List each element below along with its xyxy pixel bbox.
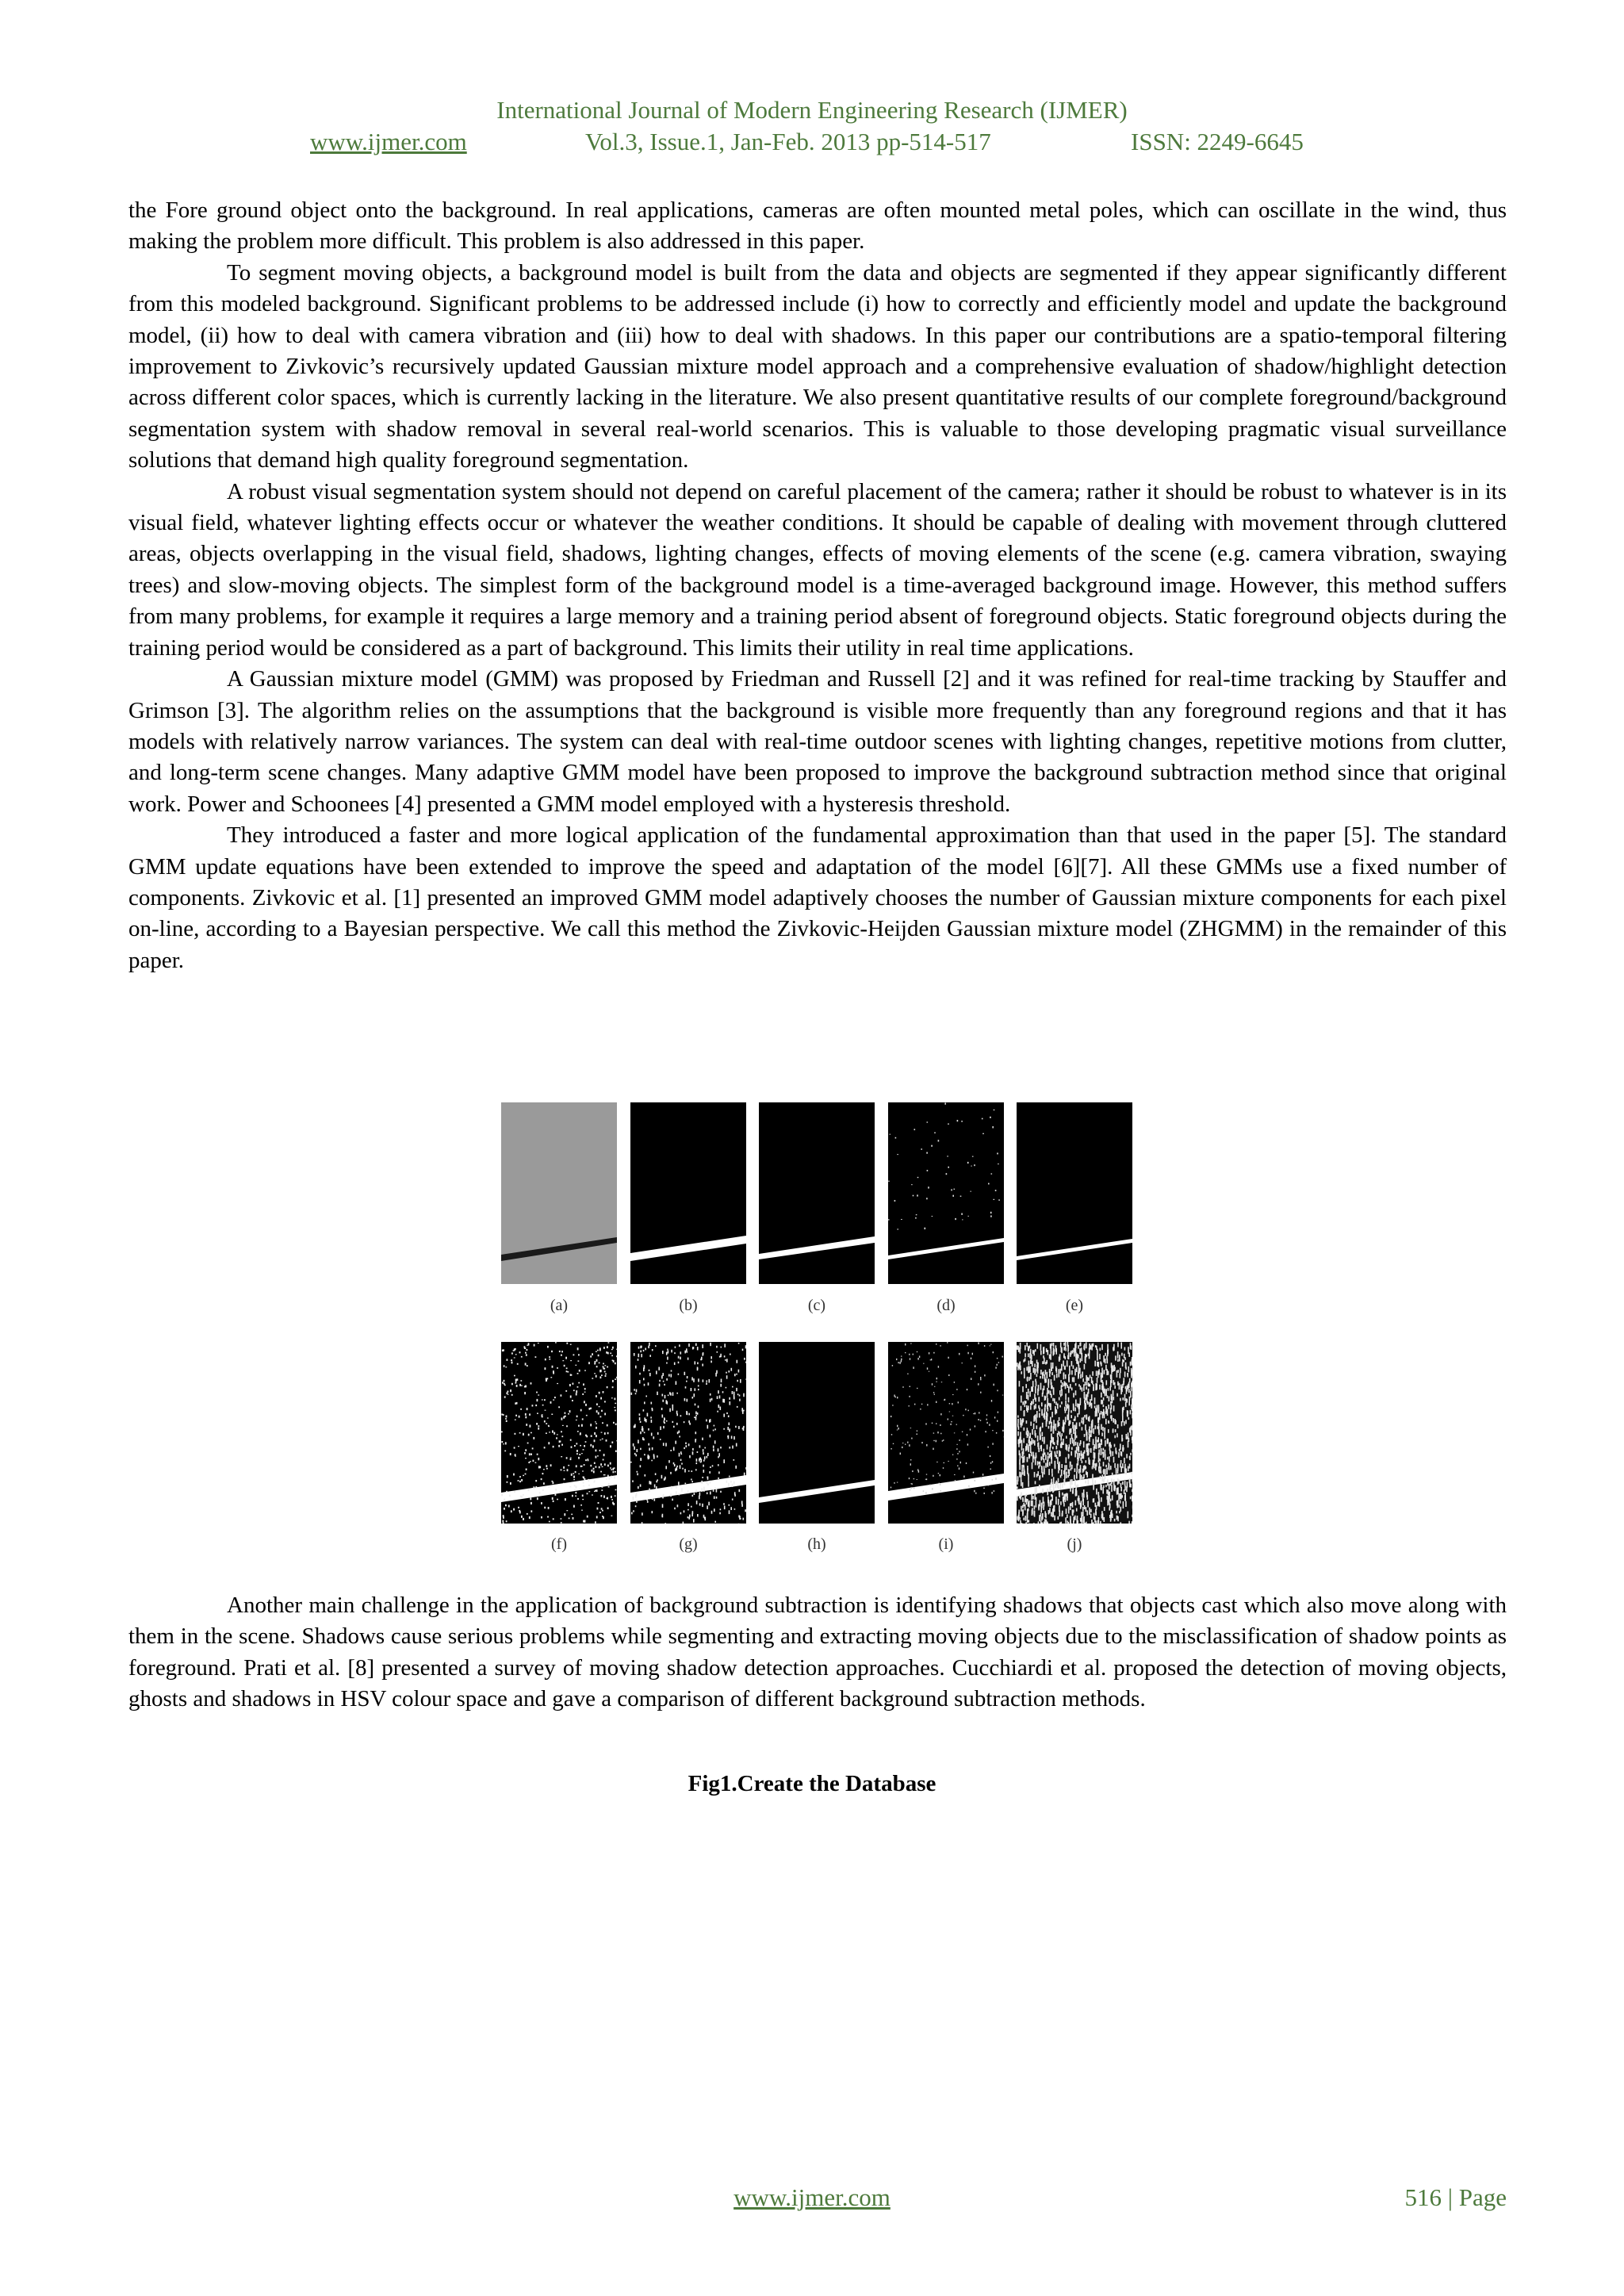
panel-label-h: (h) bbox=[807, 1535, 826, 1553]
panel-label-g: (g) bbox=[679, 1535, 698, 1553]
journal-info-line bbox=[0, 127, 1624, 157]
panel-label-e: (e) bbox=[1065, 1297, 1084, 1314]
panel-label-c: (c) bbox=[807, 1297, 826, 1314]
figure-panel-i bbox=[888, 1342, 1004, 1524]
panel-label-f: (f) bbox=[551, 1535, 567, 1553]
paragraph: A robust visual segmentation system should not depend on careful placement of the camera; rather it should be robust to whatever is in its visual field, whatever lighting effects occur or whatever the weather conditions. It should be capable of dealing with movement through cluttered areas, objects overlapping in the visual field, shadows, lighting changes, effects of moving elements of the scene (e.g. camera vibration, swaying trees) and slow-moving objects. The simplest form of the background model is a time-averaged background image. However, this method suffers from many problems, for example it requires a large memory and a training period absent of foreground objects. Static foreground objects during the training period would be considered as a part of background. This limits their utility in real time applications. bbox=[128, 478, 1507, 661]
figure-caption: Fig1.Create the Database bbox=[688, 1771, 936, 1796]
figure-panel-c bbox=[759, 1102, 875, 1284]
figure-panel-e bbox=[1017, 1102, 1132, 1284]
panel-label-d: (d) bbox=[936, 1297, 956, 1314]
figure-panel-j bbox=[1017, 1342, 1132, 1524]
journal-issn: ISSN: 2249-6645 bbox=[1131, 128, 1304, 155]
figure-panel-h bbox=[759, 1342, 875, 1524]
figure-panel-g bbox=[630, 1342, 746, 1524]
body-text-bottom bbox=[128, 1590, 1507, 1715]
journal-title: International Journal of Modern Engineering Research (IJMER) bbox=[496, 96, 1128, 124]
figure-panel-a bbox=[501, 1102, 617, 1284]
figure-panel-d bbox=[888, 1102, 1004, 1284]
panel-label-a: (a) bbox=[550, 1297, 569, 1314]
paragraph: They introduced a faster and more logical application of the fundamental approximation than that used in the paper [5]. The standard GMM update equations have been extended to improve the speed and adaptation of the model [6][7]. All these GMMs use a fixed number of components. Zivkovic et al. [1] presented an improved GMM model adaptively chooses the number of Gaussian mixture components for each pixel on-line, according to a Bayesian perspective. We call this method the Zivkovic-Heijden Gaussian mixture model (ZHGMM) in the remainder of this paper. bbox=[128, 822, 1507, 973]
page-number: 516 | Page bbox=[1404, 2183, 1507, 2211]
paragraph: the Fore ground object onto the background. In real applications, cameras are often mounted metal poles, which can oscillate in the wind, thus making the problem more difficult. This problem is also addressed in this paper. bbox=[128, 197, 1507, 255]
panel-label-j: (j) bbox=[1067, 1535, 1082, 1553]
figure-panel-b bbox=[630, 1102, 746, 1284]
journal-url-link[interactable]: www.ijmer.com bbox=[310, 128, 467, 155]
footer-url-link[interactable]: www.ijmer.com bbox=[733, 2183, 891, 2211]
segmentation-figure bbox=[500, 1102, 1134, 1570]
paragraph: To segment moving objects, a background model is built from the data and objects are segmented if they appear significantly different from this modeled background. Significant problems to be addressed include (i) how to correctly and efficiently model and update the background model, (ii) how to deal with camera vibration and (iii) how to deal with shadows. In this paper our contributions are a spatio-temporal filtering improvement to Zivkovic’s recursively updated Gaussian mixture model approach and a comprehensive evaluation of shadow/highlight detection across different color spaces, which is currently lacking in the literature. We also present quantitative results of our complete foreground/background segmentation system with shadow removal in several real-world scenarios. This is valuable to those developing pragmatic visual surveillance solutions that demand high quality foreground segmentation. bbox=[128, 259, 1507, 473]
journal-volume: Vol.3, Issue.1, Jan-Feb. 2013 pp-514-517 bbox=[585, 128, 991, 155]
body-text-top bbox=[128, 195, 1507, 976]
panel-label-b: (b) bbox=[679, 1297, 698, 1314]
figure-panel-f bbox=[501, 1342, 617, 1524]
panel-label-i: (i) bbox=[938, 1535, 954, 1553]
paragraph: A Gaussian mixture model (GMM) was proposed by Friedman and Russell [2] and it was refined for real-time tracking by Stauffer and Grimson [3]. The algorithm relies on the assumptions that the background is visible more frequently than any foreground regions and that it has models with relatively narrow variances. The system can deal with real-time outdoor scenes with lighting changes, repetitive motions from clutter, and long-term scene changes. Many adaptive GMM model have been proposed to improve the background subtraction method since that original work. Power and Schoonees [4] presented a GMM model employed with a hysteresis threshold. bbox=[128, 666, 1507, 817]
paragraph: Another main challenge in the application of background subtraction is identifying shadows that objects cast which also move along with them in the scene. Shadows cause serious problems while segmenting and extracting moving objects due to the misclassification of shadow points as foreground. Prati et al. [8] presented a survey of moving shadow detection approaches. Cucchiardi et al. proposed the detection of moving objects, ghosts and shadows in HSV colour space and gave a comparison of different background subtraction methods. bbox=[128, 1593, 1507, 1712]
